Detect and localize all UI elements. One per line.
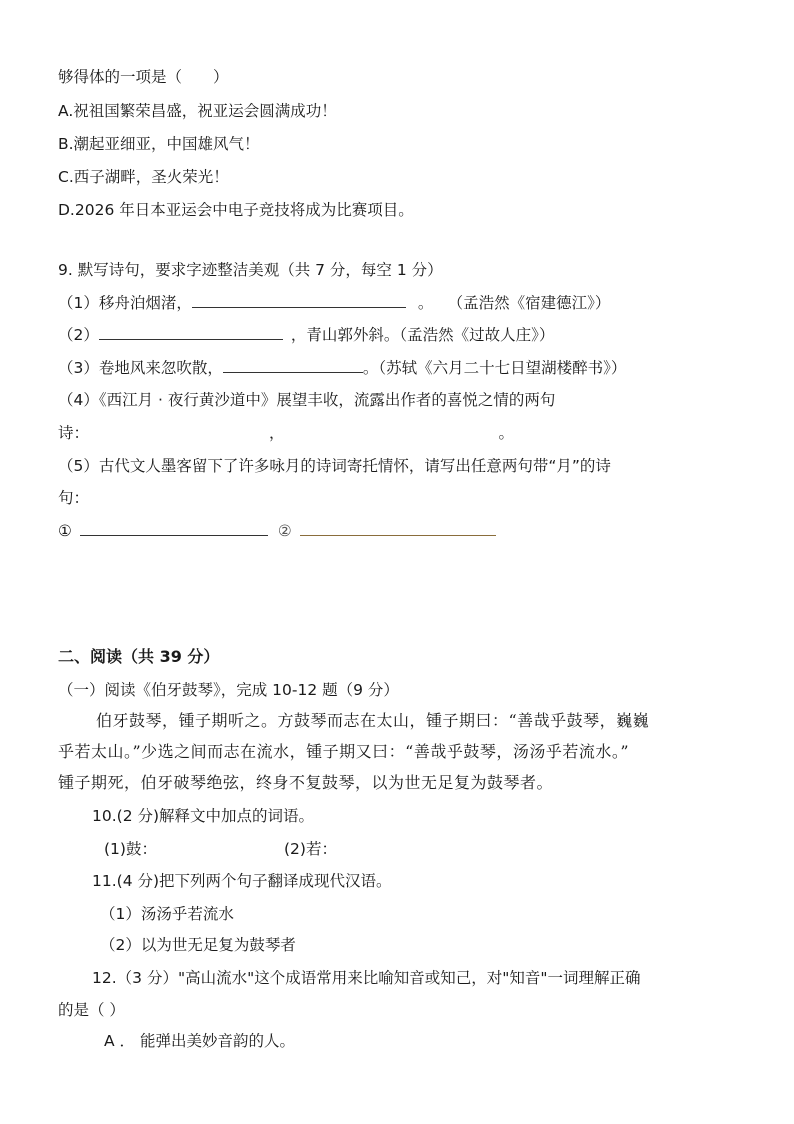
q9-line-3-suffix: 。（苏轼《六月二十七日望湖楼醉书》）	[362, 359, 627, 377]
section-2-heading: 二、阅读（共 39 分）	[58, 647, 220, 666]
q9-blank-4a[interactable]	[89, 423, 269, 438]
q9-blank-5b[interactable]	[300, 521, 496, 536]
q9-line-4a: （4）《西江月 · 夜行黄沙道中》展望丰收，流露出作者的喜悦之情的两句	[58, 391, 556, 409]
q9-blank-2[interactable]	[99, 325, 283, 340]
q9-circle-two: ②	[277, 522, 292, 540]
passage-line-2: 乎若太山。”少选之间而志在流水，锺子期又曰：“善哉乎鼓琴，汤汤乎若流水。”	[58, 742, 630, 761]
q8-option-c: C.西子湖畔，圣火荣光！	[58, 168, 229, 186]
q9-line-4b-period: 。	[498, 424, 515, 442]
q9-blank-1[interactable]	[192, 293, 406, 308]
q11-item-1: （1）汤汤乎若流水	[100, 905, 234, 923]
q9-blank-5a[interactable]	[80, 521, 268, 536]
q8-option-d: D.2026 年日本亚运会中电子竞技将成为比赛项目。	[58, 201, 414, 219]
q12-prompt-line-1: 12.（3 分）"高山流水"这个成语常用来比喻知音或知己，对"知音"一词理解正确	[92, 969, 641, 987]
q9-line-2	[58, 324, 554, 346]
q11-item-2: （2）以为世无足复为鼓琴者	[100, 936, 296, 954]
q12-option-a: A ． 能弹出美妙音韵的人。	[104, 1032, 295, 1050]
q8-option-b: B.潮起亚细亚，中国雄风气！	[58, 135, 260, 153]
section-2-subheading: （一）阅读《伯牙鼓琴》，完成 10-12 题（9 分）	[58, 681, 399, 699]
q9-blank-3[interactable]	[223, 358, 363, 373]
q9-line-5a: （5）古代文人墨客留下了许多咏月的诗词寄托情怀，请写出任意两句带“月”的诗	[58, 457, 611, 475]
q9-line-1-period: 。	[417, 294, 434, 312]
passage-line-3: 锺子期死，伯牙破琴绝弦，终身不复鼓琴，以为世无足复为鼓琴者。	[58, 773, 554, 792]
q9-line-4b-comma: ，	[269, 424, 285, 442]
q10-item-2: (2)若：	[284, 840, 337, 858]
q10-prompt: 10.(2 分)解释文中加点的词语。	[92, 807, 315, 825]
q9-line-2-prefix: （2）	[58, 326, 99, 344]
q11-prompt: 11.(4 分)把下列两个句子翻译成现代汉语。	[92, 872, 392, 890]
q9-blank-4b[interactable]	[285, 423, 499, 438]
q9-line-1-prefix: （1）移舟泊烟渚，	[58, 294, 192, 312]
q9-line-5b: 句：	[58, 489, 90, 507]
q9-line-3-prefix: （3）卷地风来忽吹散，	[58, 359, 223, 377]
q9-line-1-source: （孟浩然《宿建德江》）	[455, 294, 611, 312]
q10-item-1: (1)鼓：	[104, 840, 157, 858]
passage-line-1: 伯牙鼓琴，锺子期听之。方鼓琴而志在太山，锺子期曰：“善哉乎鼓琴，巍巍	[96, 711, 650, 730]
q9-line-1	[58, 292, 610, 314]
q8-option-a: A.祝祖国繁荣昌盛，祝亚运会圆满成功！	[58, 102, 337, 120]
q9-circle-one: ①	[58, 522, 72, 540]
q9-line-5c	[58, 520, 496, 542]
q9-title: 9. 默写诗句，要求字迹整洁美观（共 7 分，每空 1 分）	[58, 261, 443, 279]
q9-line-4b-prefix: 诗：	[58, 424, 90, 442]
q9-line-3	[58, 357, 626, 379]
q12-prompt-line-2: 的是（ ）	[58, 1001, 125, 1019]
q9-line-2-suffix: ，青山郭外斜。（孟浩然《过故人庄》）	[290, 326, 555, 344]
q9-line-4b	[58, 422, 514, 444]
q8-stem-tail: 够得体的一项是（ ）	[58, 68, 229, 86]
